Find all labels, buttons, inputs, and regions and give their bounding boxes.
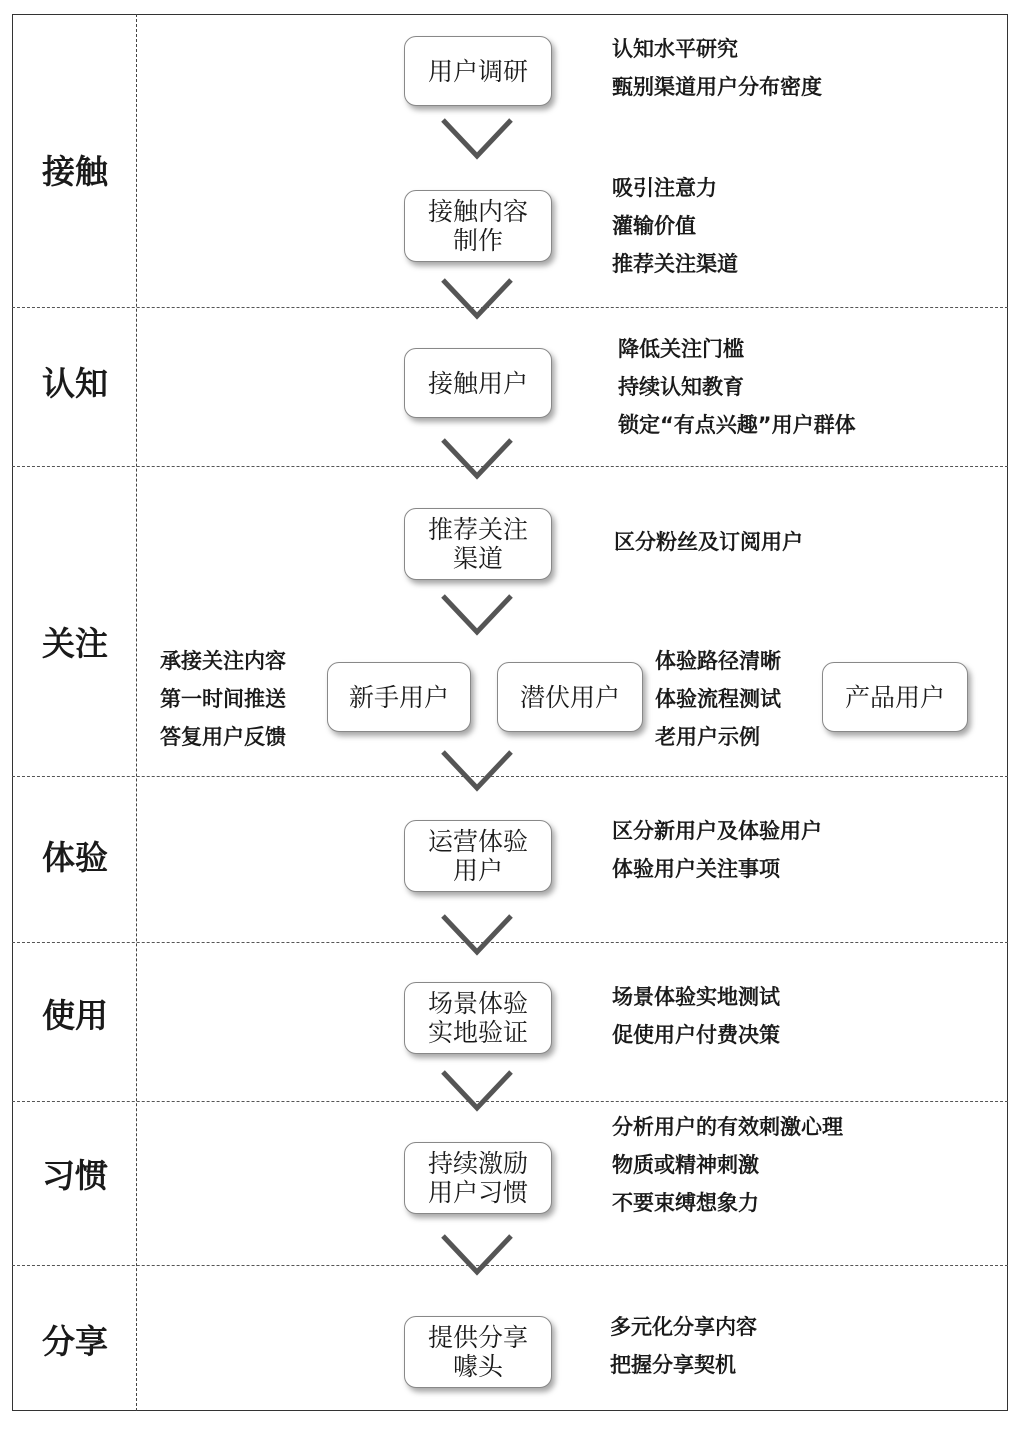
chevron-down-icon bbox=[437, 1066, 517, 1116]
step-operate-experience: 运营体验 用户 bbox=[404, 820, 552, 892]
stage-label-habit: 习惯 bbox=[42, 1156, 108, 1195]
notes-newbie: 承接关注内容 第一时间推送 答复用户反馈 bbox=[160, 649, 286, 749]
notes-contact-user: 降低关注门槛 持续认知教育 锁定“有点兴趣”用户群体 bbox=[618, 337, 856, 437]
stage-label-contact: 接触 bbox=[42, 152, 108, 191]
step-habit-incentive: 持续激励 用户习惯 bbox=[404, 1142, 552, 1214]
chevron-down-icon bbox=[437, 590, 517, 640]
step-recommend-channel: 推荐关注 渠道 bbox=[404, 508, 552, 580]
step-product-user: 产品用户 bbox=[822, 662, 968, 732]
notes-recommend: 区分粉丝及订阅用户 bbox=[614, 530, 803, 554]
chevron-down-icon bbox=[437, 434, 517, 484]
step-contact-content: 接触内容 制作 bbox=[404, 190, 552, 262]
step-latent-user: 潜伏用户 bbox=[497, 662, 643, 732]
stage-label-attention: 关注 bbox=[42, 624, 108, 663]
step-user-research: 用户调研 bbox=[404, 36, 552, 106]
notes-operate: 区分新用户及体验用户 体验用户关注事项 bbox=[612, 819, 822, 881]
notes-latent: 体验路径清晰 体验流程测试 老用户示例 bbox=[655, 649, 781, 749]
stage-label-share: 分享 bbox=[42, 1322, 108, 1361]
notes-share: 多元化分享内容 把握分享契机 bbox=[610, 1315, 757, 1377]
chevron-down-icon bbox=[437, 274, 517, 324]
chevron-down-icon bbox=[437, 910, 517, 960]
notes-contact-content: 吸引注意力 灌输价值 推荐关注渠道 bbox=[612, 176, 738, 276]
step-newbie-user: 新手用户 bbox=[327, 662, 471, 732]
notes-habit: 分析用户的有效刺激心理 物质或精神刺激 不要束缚想象力 bbox=[612, 1115, 843, 1215]
chevron-down-icon bbox=[437, 114, 517, 164]
notes-research: 认知水平研究 甄别渠道用户分布密度 bbox=[612, 37, 822, 99]
stage-column-divider bbox=[136, 14, 137, 1411]
stage-label-cognition: 认知 bbox=[42, 364, 108, 403]
stage-label-experience: 体验 bbox=[42, 838, 108, 877]
chevron-down-icon bbox=[437, 1230, 517, 1280]
stage-label-usage: 使用 bbox=[42, 996, 108, 1035]
notes-scene: 场景体验实地测试 促使用户付费决策 bbox=[612, 985, 780, 1047]
step-contact-user: 接触用户 bbox=[404, 348, 552, 418]
step-scene-verify: 场景体验 实地验证 bbox=[404, 982, 552, 1054]
chevron-down-icon bbox=[437, 746, 517, 796]
step-share-gimmick: 提供分享 噱头 bbox=[404, 1316, 552, 1388]
